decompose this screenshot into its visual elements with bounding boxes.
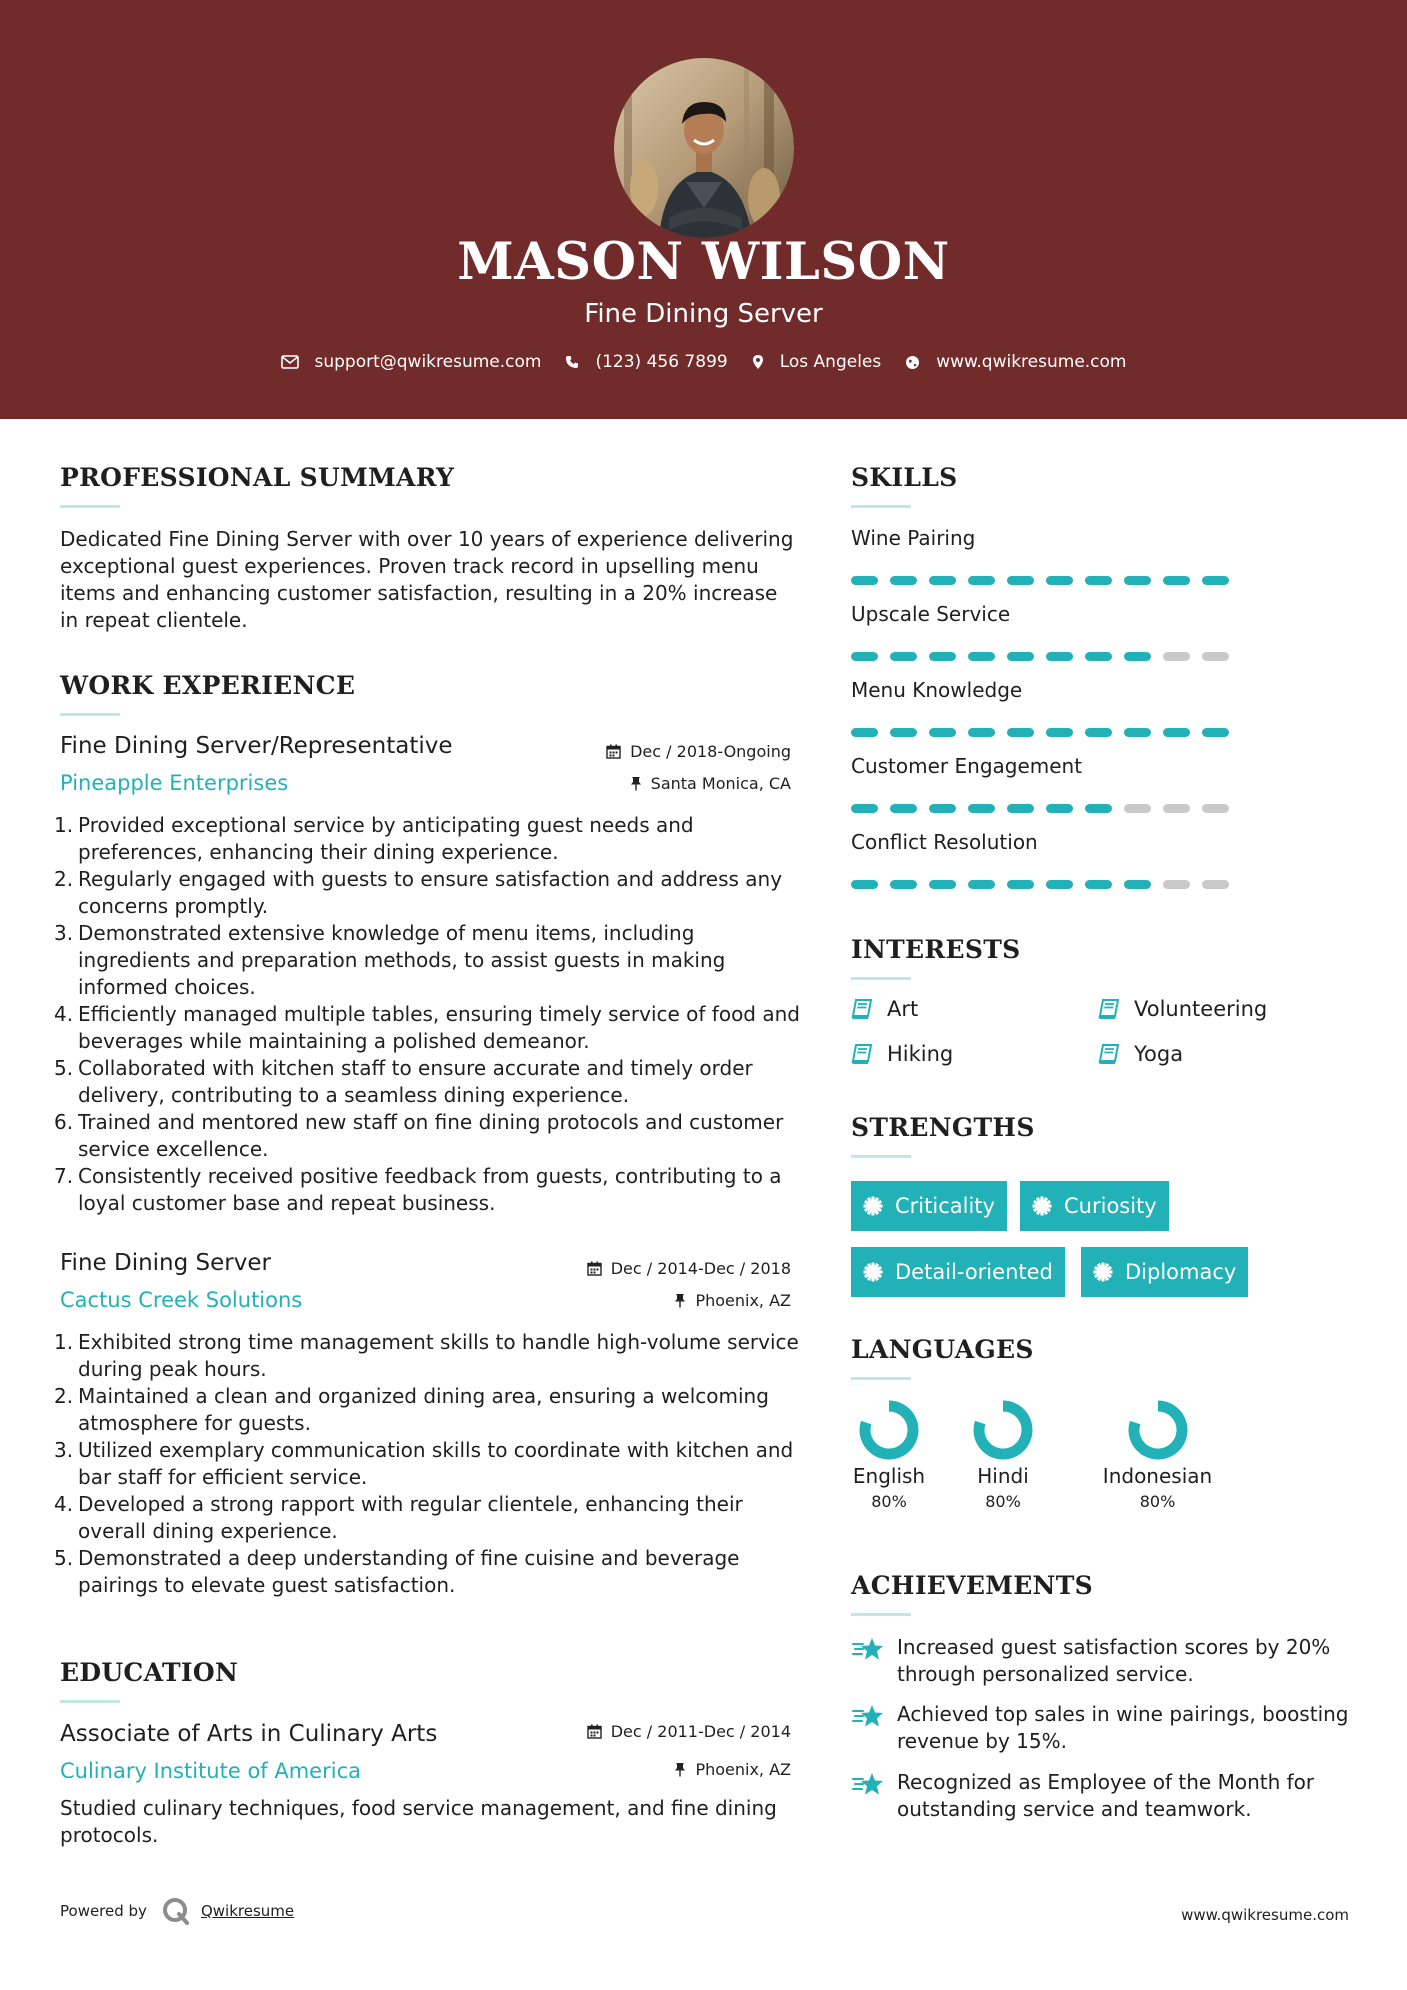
skill-dot-empty — [1163, 804, 1190, 813]
skill-name: Upscale Service — [851, 602, 1011, 626]
strength-label: Diplomacy — [1125, 1260, 1237, 1284]
language-ring-arc — [979, 1406, 1027, 1454]
job-dates-text: Dec / 2014-Dec / 2018 — [610, 1259, 791, 1278]
map-marker-icon — [752, 354, 764, 370]
skill-dot-filled — [929, 576, 956, 585]
calendar-icon — [587, 1724, 602, 1739]
list-item-text: Collaborated with kitchen staff to ensure accurate and timely order delivery, contributing to a seamless dining experience. — [78, 1056, 753, 1107]
education-location-text: Phoenix, AZ — [695, 1760, 791, 1779]
certificate-icon — [863, 1196, 883, 1216]
qwikresume-link[interactable]: Qwikresume — [200, 1902, 295, 1920]
list-item-number: 5. — [54, 1056, 74, 1080]
list-item — [54, 1437, 800, 1491]
strengths-heading: STRENGTHS — [851, 1113, 1035, 1142]
book-icon — [1098, 1044, 1120, 1064]
achievements-rule — [851, 1613, 911, 1616]
experience-rule — [60, 713, 120, 716]
contact-website[interactable] — [905, 352, 1126, 372]
list-item-text: Provided exceptional service by anticipating guest needs and preferences, enhancing their dining experience. — [78, 813, 694, 864]
skill-dot-filled — [890, 576, 917, 585]
interest-item — [851, 997, 918, 1021]
interest-label: Art — [887, 997, 919, 1021]
education-dates-text: Dec / 2011-Dec / 2014 — [610, 1722, 791, 1741]
job-company: Pineapple Enterprises — [60, 771, 289, 795]
skill-dot-filled — [1085, 652, 1112, 661]
footer-powered-by — [60, 1896, 294, 1926]
skills-rule — [851, 505, 911, 508]
language-name: Hindi — [977, 1464, 1029, 1488]
language-ring — [859, 1400, 919, 1460]
list-item-number: 4. — [54, 1002, 74, 1026]
skill-dot-filled — [851, 576, 878, 585]
skill-dot-empty — [1124, 804, 1151, 813]
language-name: English — [852, 1464, 926, 1488]
pushpin-icon — [630, 776, 642, 791]
skill-dot-filled — [1124, 652, 1151, 661]
skill-dot-filled — [1163, 576, 1190, 585]
language-percent: 80% — [871, 1492, 907, 1511]
list-item — [54, 1383, 800, 1437]
website-text: www.qwikresume.com — [936, 352, 1127, 372]
star-icon — [851, 1636, 885, 1662]
globe-icon — [905, 355, 920, 370]
interest-label: Hiking — [887, 1042, 954, 1066]
powered-by-text: Powered by — [60, 1902, 147, 1920]
language-ring-arc — [865, 1406, 913, 1454]
education-heading: EDUCATION — [60, 1658, 239, 1687]
list-item — [54, 866, 800, 920]
language-ring — [1128, 1400, 1188, 1460]
skill-dot-filled — [968, 728, 995, 737]
skill-dot-empty — [1163, 652, 1190, 661]
job-dates — [551, 742, 791, 761]
candidate-name: MASON WILSON — [457, 232, 950, 292]
skill-dot-filled — [1007, 576, 1034, 585]
skill-dot-filled — [968, 804, 995, 813]
skill-dot-filled — [929, 652, 956, 661]
skill-dot-filled — [1163, 728, 1190, 737]
list-item-text: Trained and mentored new staff on fine dining protocols and customer service excellence. — [78, 1110, 784, 1161]
interests-rule — [851, 977, 911, 980]
pushpin-icon — [674, 1762, 686, 1777]
achievement-item — [851, 1701, 1371, 1755]
list-item-number: 5. — [54, 1546, 74, 1570]
degree-title: Associate of Arts in Culinary Arts — [60, 1721, 438, 1747]
list-item — [54, 1329, 800, 1383]
list-item-text: Exhibited strong time management skills to handle high-volume service during peak hours. — [78, 1330, 799, 1381]
list-item-number: 1. — [54, 1330, 74, 1354]
education-location — [551, 1760, 791, 1779]
strength-label: Detail-oriented — [895, 1260, 1053, 1284]
skill-name: Customer Engagement — [851, 754, 1083, 778]
language-ring-arc — [1134, 1406, 1182, 1454]
skills-heading: SKILLS — [851, 463, 958, 492]
skill-dot-filled — [1046, 576, 1073, 585]
list-item — [54, 920, 800, 1001]
job-location — [551, 774, 791, 793]
job-location — [551, 1291, 791, 1310]
job-responsibilities — [54, 1329, 800, 1599]
list-item-number: 3. — [54, 921, 74, 945]
list-item-text: Demonstrated extensive knowledge of menu items, including ingredients and preparation methods, to assist guests in making informed choices. — [78, 921, 726, 999]
skill-dot-filled — [1124, 576, 1151, 585]
phone-icon — [565, 355, 579, 369]
certificate-icon — [1032, 1196, 1052, 1216]
interest-item — [1098, 997, 1267, 1021]
skill-dot-filled — [1007, 880, 1034, 889]
job-company: Cactus Creek Solutions — [60, 1288, 303, 1312]
list-item — [54, 1491, 800, 1545]
education-description: Studied culinary techniques, food service management, and fine dining protocols. — [60, 1796, 777, 1847]
book-icon — [1098, 999, 1120, 1019]
achievement-item — [851, 1634, 1371, 1688]
education-dates — [551, 1722, 791, 1741]
list-item — [54, 1545, 800, 1599]
book-icon — [851, 999, 873, 1019]
star-icon — [851, 1771, 885, 1797]
experience-heading: WORK EXPERIENCE — [60, 671, 356, 700]
skill-dot-filled — [1046, 804, 1073, 813]
list-item — [54, 1163, 800, 1217]
skill-level-bar — [851, 728, 1241, 737]
skill-name: Conflict Resolution — [851, 830, 1038, 854]
contact-phone[interactable] — [565, 352, 727, 372]
skill-dot-filled — [1202, 576, 1229, 585]
skill-dot-filled — [929, 728, 956, 737]
languages-heading: LANGUAGES — [851, 1335, 1034, 1364]
job-dates-text: Dec / 2018-Ongoing — [630, 742, 791, 761]
skill-dot-filled — [890, 880, 917, 889]
skill-level-bar — [851, 576, 1241, 585]
language-percent: 80% — [985, 1492, 1021, 1511]
strength-label: Criticality — [895, 1194, 995, 1218]
contact-location — [752, 352, 882, 372]
list-item-text: Efficiently managed multiple tables, ensuring timely service of food and beverages while maintaining a polished demeanor. — [78, 1002, 800, 1053]
skill-dot-filled — [890, 728, 917, 737]
job-responsibilities — [54, 812, 800, 1217]
strengths-rule — [851, 1155, 911, 1158]
skill-dot-filled — [1046, 728, 1073, 737]
interest-item — [851, 1042, 953, 1066]
skill-dot-filled — [968, 880, 995, 889]
language-item — [1076, 1400, 1239, 1511]
job-title: Fine Dining Server — [60, 1250, 271, 1276]
education-rule — [60, 1700, 120, 1703]
skill-dot-filled — [1124, 728, 1151, 737]
summary-heading: PROFESSIONAL SUMMARY — [60, 463, 455, 492]
phone-text: (123) 456 7899 — [595, 352, 728, 372]
languages-rule — [851, 1377, 911, 1380]
list-item-number: 6. — [54, 1110, 74, 1134]
skill-dot-filled — [929, 880, 956, 889]
skill-dot-filled — [1007, 652, 1034, 661]
achievement-text: Recognized as Employee of the Month for outstanding service and teamwork. — [897, 1770, 1315, 1821]
list-item — [54, 812, 800, 866]
skill-dot-filled — [1202, 728, 1229, 737]
job-title: Fine Dining Server/Representative — [60, 733, 453, 759]
skill-dot-filled — [851, 728, 878, 737]
strength-label: Curiosity — [1064, 1194, 1157, 1218]
skill-dot-filled — [1085, 576, 1112, 585]
envelope-icon — [281, 355, 299, 369]
email-text: support@qwikresume.com — [314, 352, 542, 372]
interest-item — [1098, 1042, 1183, 1066]
pushpin-icon — [674, 1293, 686, 1308]
achievement-text: Increased guest satisfaction scores by 20% through personalized service. — [897, 1635, 1331, 1686]
language-ring — [973, 1400, 1033, 1460]
job-location-text: Santa Monica, CA — [650, 774, 791, 793]
list-item-number: 1. — [54, 813, 74, 837]
resume-header — [0, 0, 1407, 419]
list-item-text: Consistently received positive feedback from guests, contributing to a loyal customer base and repeat business. — [78, 1164, 782, 1215]
profile-photo-image — [614, 58, 794, 238]
list-item-text: Demonstrated a deep understanding of fine cuisine and beverage pairings to elevate guest satisfaction. — [78, 1546, 740, 1597]
language-item — [948, 1400, 1058, 1511]
strength-badge — [1081, 1247, 1248, 1297]
skill-dot-filled — [1007, 728, 1034, 737]
summary-text: Dedicated Fine Dining Server with over 10 years of experience delivering exceptional guest experiences. Proven track record in upselling menu items and enhancing customer satisfaction, resulting in a 20% increase in repeat clientele. — [60, 527, 794, 632]
list-item — [54, 1001, 800, 1055]
list-item — [54, 1109, 800, 1163]
list-item-number: 2. — [54, 867, 74, 891]
strength-badge — [851, 1181, 1007, 1231]
contact-email[interactable] — [281, 352, 542, 372]
interest-label: Volunteering — [1134, 997, 1268, 1021]
profile-photo — [614, 58, 794, 238]
skill-dot-filled — [968, 652, 995, 661]
skill-dot-filled — [1085, 728, 1112, 737]
skill-dot-empty — [1202, 880, 1229, 889]
certificate-icon — [863, 1262, 883, 1282]
language-item — [834, 1400, 944, 1511]
achievements-heading: ACHIEVEMENTS — [851, 1571, 1093, 1600]
skill-dot-filled — [890, 652, 917, 661]
location-text: Los Angeles — [779, 352, 882, 372]
school-name: Culinary Institute of America — [60, 1759, 361, 1783]
skill-level-bar — [851, 652, 1241, 661]
certificate-icon — [1093, 1262, 1113, 1282]
calendar-icon — [606, 744, 621, 759]
language-name: Indonesian — [1102, 1464, 1213, 1488]
list-item-number: 2. — [54, 1384, 74, 1408]
skill-level-bar — [851, 880, 1241, 889]
footer-url[interactable]: www.qwikresume.com — [1181, 1906, 1349, 1924]
list-item-number: 4. — [54, 1492, 74, 1516]
skill-dot-filled — [851, 804, 878, 813]
list-item-number: 7. — [54, 1164, 74, 1188]
list-item-text: Regularly engaged with guests to ensure satisfaction and address any concerns promptly. — [78, 867, 783, 918]
skill-dot-empty — [1202, 804, 1229, 813]
skill-dot-filled — [1124, 880, 1151, 889]
skill-dot-filled — [968, 576, 995, 585]
interest-label: Yoga — [1134, 1042, 1184, 1066]
achievement-item — [851, 1769, 1371, 1823]
list-item-text: Utilized exemplary communication skills to coordinate with kitchen and bar staff for efficient service. — [78, 1438, 794, 1489]
book-icon — [851, 1044, 873, 1064]
skill-dot-empty — [1202, 652, 1229, 661]
candidate-title: Fine Dining Server — [584, 299, 823, 329]
skill-level-bar — [851, 804, 1241, 813]
achievement-text: Achieved top sales in wine pairings, boosting revenue by 15%. — [897, 1702, 1349, 1753]
list-item-number: 3. — [54, 1438, 74, 1462]
skill-dot-filled — [1007, 804, 1034, 813]
contact-bar — [0, 352, 1407, 372]
list-item-text: Maintained a clean and organized dining area, ensuring a welcoming atmosphere for guests. — [78, 1384, 769, 1435]
list-item — [54, 1055, 800, 1109]
skill-name: Menu Knowledge — [851, 678, 1023, 702]
star-icon — [851, 1703, 885, 1729]
qwikresume-logo-icon — [161, 1896, 191, 1926]
skill-dot-filled — [1085, 804, 1112, 813]
strength-badge — [1020, 1181, 1169, 1231]
skill-dot-filled — [890, 804, 917, 813]
interests-heading: INTERESTS — [851, 935, 1021, 964]
skill-dot-filled — [1085, 880, 1112, 889]
calendar-icon — [587, 1261, 602, 1276]
job-location-text: Phoenix, AZ — [695, 1291, 791, 1310]
skill-name: Wine Pairing — [851, 526, 976, 550]
summary-rule — [60, 505, 120, 508]
skill-dot-filled — [1046, 880, 1073, 889]
language-percent: 80% — [1139, 1492, 1176, 1511]
skill-dot-filled — [929, 804, 956, 813]
strength-badge — [851, 1247, 1065, 1297]
skill-dot-filled — [851, 652, 878, 661]
skill-dot-filled — [851, 880, 878, 889]
job-dates — [551, 1259, 791, 1278]
skill-dot-empty — [1163, 880, 1190, 889]
skill-dot-filled — [1046, 652, 1073, 661]
list-item-text: Developed a strong rapport with regular clientele, enhancing their overall dining experience. — [78, 1492, 743, 1543]
